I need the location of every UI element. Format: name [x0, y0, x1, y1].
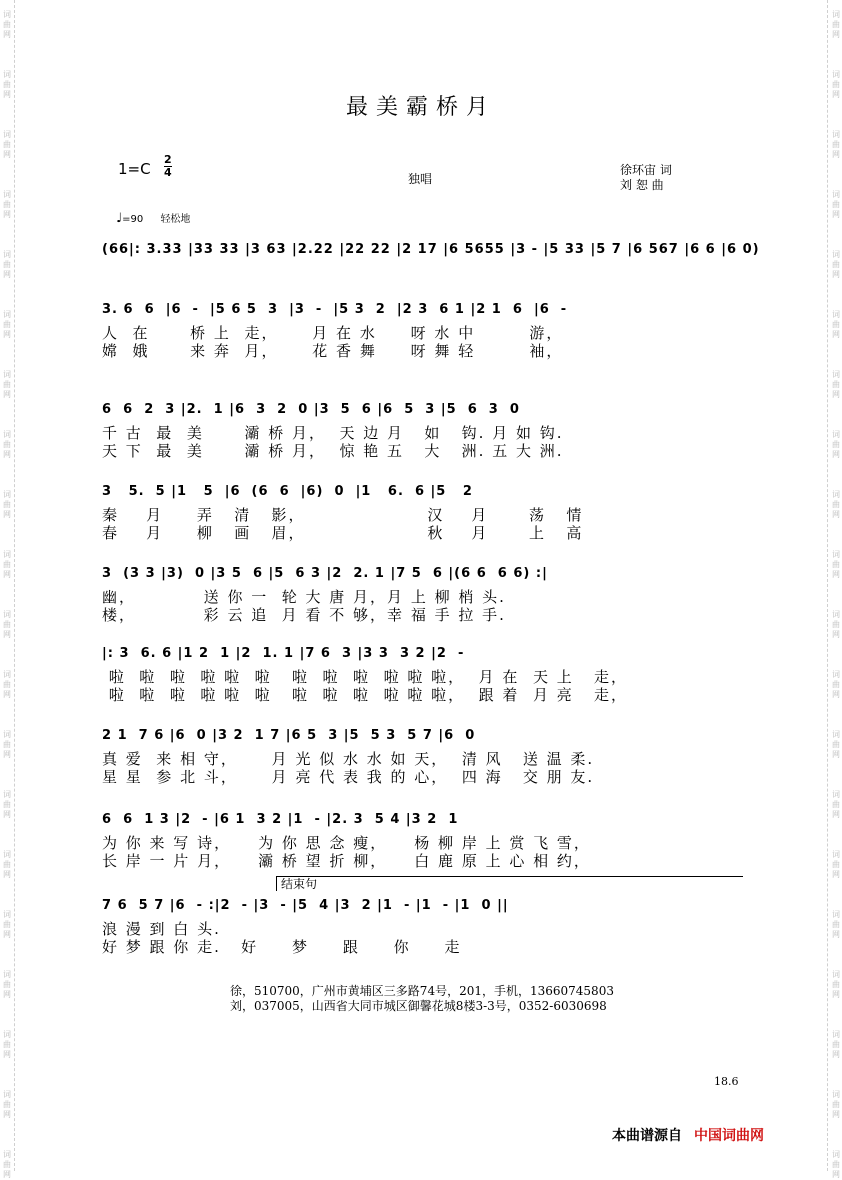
watermark-text: 词曲网 [3, 910, 11, 939]
ending-bracket [276, 876, 743, 891]
watermark-text: 词曲网 [832, 850, 840, 879]
watermark-text: 词曲网 [3, 550, 11, 579]
score-row [102, 396, 742, 460]
notation-line: 3 5. 5 |1 5 |6 (6 6 |6) 0 |1 6. 6 |5 2 [102, 484, 473, 499]
song-title: 最美霸桥月 [345, 95, 496, 120]
watermark-text: 词曲网 [832, 730, 840, 759]
score-row [102, 478, 742, 542]
contact-info [230, 984, 614, 1014]
watermark-text: 词曲网 [3, 130, 11, 159]
watermark-text: 词曲网 [3, 430, 11, 459]
right-watermark-strip [827, 0, 842, 1179]
watermark-text: 词曲网 [832, 1030, 840, 1059]
watermark-text: 词曲网 [832, 250, 840, 279]
watermark-text: 词曲网 [3, 1150, 11, 1179]
notation-line: 3 (3 3 |3) 0 |3 5 6 |5 6 3 |2 2. 1 |7 5 6 |(6 6 6 6) :| [102, 566, 548, 581]
lyric-line: 千 古 最 美 灞 桥 月， 天 边 月 如 钩. 月 如 钩. [102, 424, 564, 442]
credits [620, 163, 672, 193]
notation-line: 6 6 2 3 |2. 1 |6 3 2 0 |3 5 6 |6 5 3 |5 6 3 0 [102, 402, 520, 417]
watermark-text: 词曲网 [832, 70, 840, 99]
performance-type: 独唱 [408, 172, 433, 186]
watermark-text: 词曲网 [3, 670, 11, 699]
score-row [102, 722, 742, 786]
contact-line: 刘，037005，山西省大同市城区御馨花城8楼3-3号，0352-6030698 [230, 999, 607, 1013]
key-signature: 1=C [118, 160, 151, 178]
meter-bottom: 4 [164, 166, 172, 179]
watermark-text: 词曲网 [832, 10, 840, 39]
notation-line: |: 3 6. 6 |1 2 1 |2 1. 1 |7 6 3 |3 3 3 2 |2 - [102, 646, 465, 661]
watermark-text: 词曲网 [832, 970, 840, 999]
watermark-text: 词曲网 [3, 190, 11, 219]
watermark-text: 词曲网 [832, 430, 840, 459]
watermark-text: 词曲网 [832, 1090, 840, 1119]
lyric-line: 长 岸 一 片 月， 灞 桥 望 折 柳， 白 鹿 原 上 心 相 约， [102, 852, 591, 870]
date: 18.6 [714, 1075, 739, 1088]
brand-link[interactable]: 中国词曲网 [694, 1128, 764, 1144]
time-signature [164, 154, 172, 179]
watermark-text: 词曲网 [832, 670, 840, 699]
score-row [102, 296, 742, 360]
source-prefix: 本曲谱源自 [612, 1128, 682, 1144]
watermark-text: 词曲网 [832, 790, 840, 819]
watermark-text: 词曲网 [3, 1030, 11, 1059]
lyric-line: 楼， 彩 云 追 月 看 不 够，幸 福 手 拉 手. [102, 606, 506, 624]
watermark-text: 词曲网 [3, 850, 11, 879]
watermark-text: 词曲网 [3, 370, 11, 399]
contact-line: 徐，510700，广州市黄埔区三多路74号，201，手机，13660745803 [230, 984, 614, 998]
score-row [102, 640, 742, 704]
notation-line: (66|: 3.33 |33 33 |3 63 |2.22 |22 22 |2 17 |6 5655 |3 - |5 33 |5 7 |6 567 |6 6 |6 0) [102, 242, 760, 257]
lyricist: 徐环宙 词 [620, 163, 672, 177]
lyric-line: 嫦 娥 来 奔 月， 花 香 舞 呀 舞 轻 袖， [102, 342, 564, 360]
lyric-line: 为 你 来 写 诗， 为 你 思 念 瘦， 杨 柳 岸 上 赏 飞 雪， [102, 834, 591, 852]
left-watermark-strip [0, 0, 15, 1179]
notation-line: 6 6 1 3 |2 - |6 1 3 2 |1 - |2. 3 5 4 |3 2 1 [102, 812, 459, 827]
watermark-text: 词曲网 [3, 310, 11, 339]
watermark-text: 词曲网 [832, 190, 840, 219]
notation-line: 3. 6 6 |6 - |5 6 5 3 |3 - |5 3 2 |2 3 6 1 |2 1 6 |6 - [102, 302, 568, 317]
lyric-line: 浪 漫 到 白 头. [102, 920, 221, 938]
lyric-line: 幽， 送 你 一 轮 大 唐 月，月 上 柳 梢 头. [102, 588, 506, 606]
quarter-note-icon: ♩ [116, 211, 123, 226]
tempo-marking [116, 210, 190, 226]
watermark-text: 词曲网 [3, 70, 11, 99]
lyric-line: 天 下 最 美 灞 桥 月， 惊 艳 五 大 洲. 五 大 洲. [102, 442, 564, 460]
watermark-text: 词曲网 [832, 490, 840, 519]
lyric-line: 真 爱 来 相 守， 月 光 似 水 水 如 天， 清 风 送 温 柔. [102, 750, 595, 768]
watermark-text: 词曲网 [3, 1090, 11, 1119]
lyric-line: 好 梦 跟 你 走. 好 梦 跟 你 走 [102, 938, 462, 956]
watermark-text: 词曲网 [3, 250, 11, 279]
lyric-line: 秦 月 弄 清 影， 汉 月 荡 情 [102, 506, 584, 524]
watermark-text: 词曲网 [832, 370, 840, 399]
notation-line: 7 6 5 7 |6 - :|2 - |3 - |5 4 |3 2 |1 - |1 - |1 0 || [102, 898, 509, 913]
watermark-text: 词曲网 [3, 790, 11, 819]
tempo-style: 轻松地 [160, 214, 191, 225]
watermark-text: 词曲网 [832, 550, 840, 579]
meter-top: 2 [164, 153, 172, 166]
score-row [102, 560, 742, 624]
watermark-text: 词曲网 [832, 310, 840, 339]
source-attribution [612, 1125, 764, 1145]
composer: 刘 恕 曲 [620, 178, 664, 192]
lyric-line: 星 星 参 北 斗， 月 亮 代 表 我 的 心， 四 海 交 朋 友. [102, 768, 595, 786]
lyric-line: 人 在 桥 上 走， 月 在 水 呀 水 中 游， [102, 324, 564, 342]
watermark-text: 词曲网 [3, 970, 11, 999]
tempo-bpm: =90 [122, 214, 144, 225]
watermark-text: 词曲网 [3, 730, 11, 759]
watermark-text: 词曲网 [3, 10, 11, 39]
notation-line: 2 1 7 6 |6 0 |3 2 1 7 |6 5 3 |5 5 3 5 7 |6 0 [102, 728, 476, 743]
watermark-text: 词曲网 [832, 1150, 840, 1179]
watermark-text: 词曲网 [832, 130, 840, 159]
watermark-text: 词曲网 [832, 910, 840, 939]
lyric-line: 春 月 柳 画 眉， 秋 月 上 高 [102, 524, 584, 542]
watermark-text: 词曲网 [832, 610, 840, 639]
score-row [102, 892, 742, 956]
score-row [102, 236, 760, 264]
lyric-line: 啦 啦 啦 啦 啦 啦 啦 啦 啦 啦 啦 啦， 月 在 天 上 走， [102, 668, 629, 686]
watermark-text: 词曲网 [3, 610, 11, 639]
score-row [102, 806, 742, 870]
ending-label: 结束句 [281, 877, 318, 891]
watermark-text: 词曲网 [3, 490, 11, 519]
lyric-line: 啦 啦 啦 啦 啦 啦 啦 啦 啦 啦 啦 啦， 跟 着 月 亮 走， [102, 686, 629, 704]
